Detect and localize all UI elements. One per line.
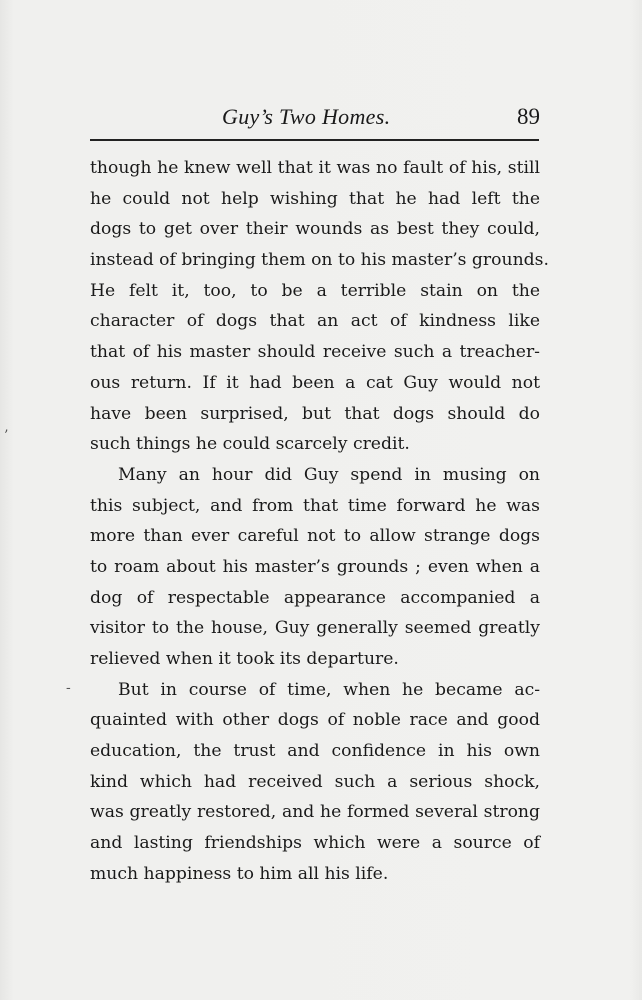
text-line: much happiness to him all his life. <box>90 863 389 884</box>
text-line: ous return. If it had been a cat Guy would not <box>90 372 540 393</box>
text-line: though he knew well that it was no fault of his, still <box>90 158 540 178</box>
paragraph-2 <box>90 460 540 675</box>
margin-speck: ’ <box>4 428 9 444</box>
text-line: dogs to get over their wounds as best they could, <box>90 219 540 240</box>
text-line: to roam about his master’s grounds ; even when a <box>90 556 540 577</box>
text-line: more than ever careful not to allow strange dogs <box>90 526 540 547</box>
text-line: relieved when it took its departure. <box>90 649 399 669</box>
running-head: Guy’s Two Homes. <box>222 104 391 129</box>
text-line: this subject, and from that time forward he was <box>90 495 540 516</box>
text-line: dog of respectable appearance accompanied a <box>90 587 540 608</box>
text-line: instead of bringing them on to his master’s grounds. <box>90 250 549 271</box>
page-number: 89 <box>517 104 540 129</box>
text-line: have been surprised, but that dogs should do <box>90 403 540 424</box>
text-line: that of his master should receive such a treacher- <box>90 342 540 363</box>
margin-speck: - <box>66 680 71 696</box>
text-line: character of dogs that an act of kindness like <box>90 311 540 332</box>
paragraph-1 <box>90 153 549 460</box>
text-line: visitor to the house, Guy generally seemed greatly <box>90 618 540 639</box>
page-header <box>88 100 540 134</box>
text-line: education, the trust and confidence in his own <box>90 741 540 762</box>
text-line: quainted with other dogs of noble race and good <box>90 710 540 731</box>
text-line: But in course of time, when he became ac- <box>118 679 540 700</box>
text-line: He felt it, too, to be a terrible stain on the <box>90 280 540 301</box>
text-line: Many an hour did Guy spend in musing on <box>118 464 540 485</box>
text-line: such things he could scarcely credit. <box>90 434 410 455</box>
text-line: he could not help wishing that he had left the <box>90 188 540 209</box>
text-line: was greatly restored, and he formed several strong <box>90 802 540 823</box>
text-line: and lasting friendships which were a source of <box>90 833 540 854</box>
text-line: kind which had received such a serious shock, <box>90 771 540 792</box>
paragraph-3 <box>90 675 540 890</box>
header-rule <box>90 139 539 141</box>
body-text <box>90 153 549 890</box>
